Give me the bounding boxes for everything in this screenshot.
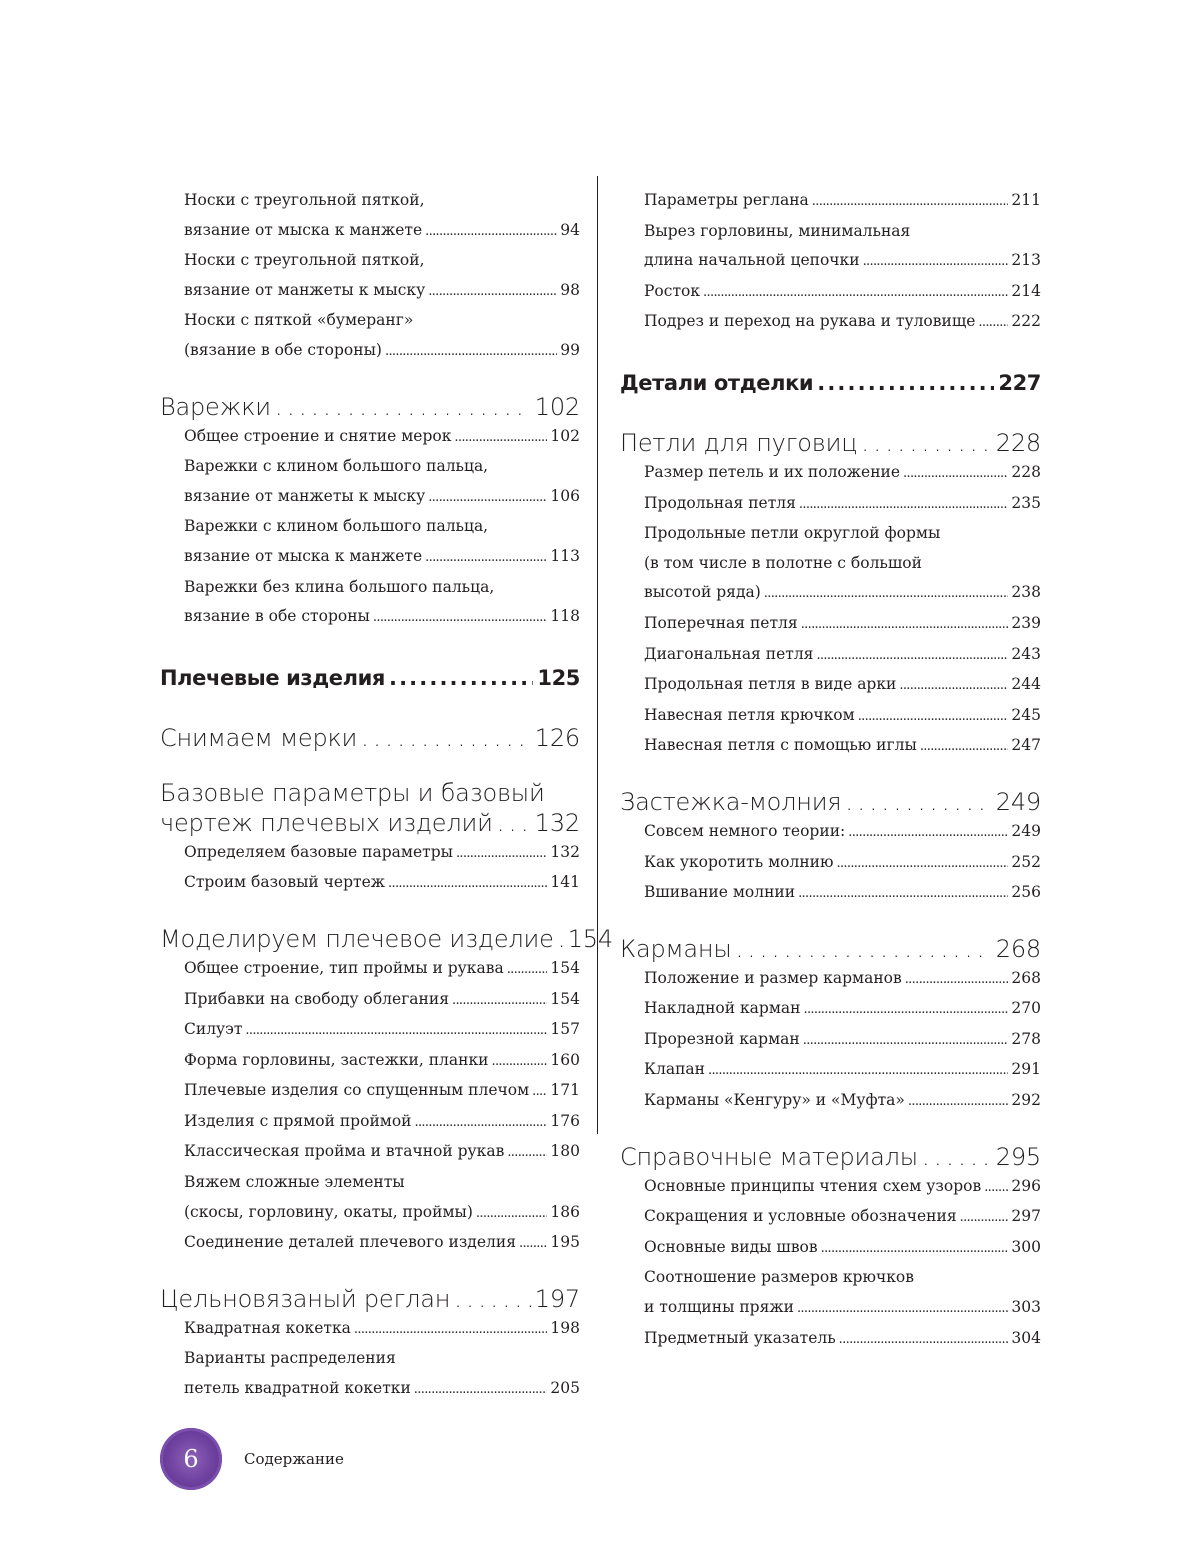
toc-entry-page: 268 (1011, 968, 1041, 987)
toc-entry-title: и толщины пряжи (644, 1298, 794, 1317)
toc-entry[interactable] (184, 1137, 580, 1168)
toc-entry[interactable] (644, 848, 1041, 879)
toc-entry-title: Продольная петля (644, 493, 796, 512)
leader-dots (507, 955, 548, 985)
leader-dots (708, 1056, 1008, 1086)
section-page: 132 (534, 808, 580, 837)
page-footer (160, 1428, 344, 1490)
toc-entry[interactable] (184, 422, 580, 453)
section-page: 154 (567, 924, 613, 953)
spacer (160, 367, 580, 392)
toc-entry-page: 160 (550, 1050, 580, 1069)
toc-entry-title: Поперечная петля (644, 613, 798, 632)
toc-entries (620, 1172, 1041, 1355)
toc-entry-page: 102 (550, 426, 580, 445)
toc-entry-page: 211 (1011, 191, 1041, 209)
page-number-badge (160, 1428, 222, 1490)
toc-entry-page: 98 (560, 280, 580, 299)
toc-entry-page: 252 (1011, 852, 1041, 871)
section-page: 197 (534, 1284, 580, 1313)
toc-entry[interactable] (644, 609, 1041, 640)
leader-dots (456, 839, 547, 869)
leader-dots (978, 308, 1008, 338)
spacer (620, 1117, 1041, 1142)
spacer (620, 909, 1041, 934)
toc-entry-title: вязание в обе стороны (184, 607, 370, 626)
toc-entry-title: вязание от мыска к манжете (184, 220, 423, 239)
toc-section (620, 428, 1041, 762)
toc-entry[interactable] (184, 602, 580, 633)
leader-dots (960, 1203, 1009, 1233)
toc-entry-page: 238 (1011, 583, 1041, 602)
section-title: Снимаем мерки (160, 723, 358, 752)
leader-dots (839, 1325, 1009, 1355)
spacer (160, 1259, 580, 1284)
toc-entry-title: Прорезной карман (644, 1029, 800, 1048)
leader-dots (803, 1026, 1009, 1056)
section-title: Моделируем плечевое изделие (160, 924, 554, 953)
leader-dots (361, 723, 531, 753)
leader-dots (908, 1087, 1009, 1117)
toc-entry-title: Навесная петля крючком (644, 705, 855, 724)
spacer (620, 398, 1041, 428)
toc-entry-title: (скосы, горловину, окаты, проймы) (184, 1202, 473, 1221)
toc-entry-title: Соединение деталей плечевого изделия (184, 1233, 516, 1252)
leader-dots (863, 247, 1009, 277)
leader-dots (558, 924, 564, 954)
toc-entry-text[interactable]: Вырез горловины, минимальная (644, 221, 911, 240)
toc-entry-page: 154 (550, 958, 580, 977)
toc-entry-title: вязание от манжеты к мыску (184, 486, 426, 505)
toc-column-left (160, 186, 613, 1405)
toc-entries (160, 422, 580, 633)
toc-entry[interactable] (644, 186, 1041, 217)
toc-entry-title: длина начальной цепочки (644, 251, 860, 270)
leader-dots (275, 392, 531, 422)
toc-entry-text[interactable]: Варежки с клином большого пальца, (184, 517, 489, 536)
leader-dots (425, 543, 547, 573)
leader-dots (861, 428, 991, 458)
toc-entry-title: Совсем немного теории: (644, 821, 846, 840)
leader-dots (389, 663, 533, 693)
spacer (160, 753, 580, 778)
leader-dots (812, 187, 1009, 217)
toc-entry[interactable] (644, 489, 1041, 520)
toc-entry-page: 291 (1011, 1060, 1041, 1079)
toc-entry[interactable] (644, 246, 1041, 277)
toc-entry-page: 304 (1011, 1328, 1041, 1347)
toc-entry-title: Общее строение и снятие мерок (184, 426, 452, 445)
leader-dots (905, 965, 1009, 995)
toc-section (620, 934, 1041, 1117)
toc-section (160, 1284, 580, 1405)
leader-dots (899, 671, 1008, 701)
toc-entry[interactable] (644, 817, 1041, 848)
spacer (160, 633, 580, 663)
leader-dots (803, 995, 1008, 1025)
leader-dots (821, 1234, 1009, 1264)
toc-entry[interactable] (644, 1202, 1041, 1233)
toc-entry-page: 300 (1011, 1237, 1041, 1256)
toc-entry[interactable] (184, 1314, 580, 1345)
leader-dots (836, 849, 1008, 879)
toc-entry-page: 176 (550, 1111, 580, 1130)
section-page: 268 (995, 934, 1041, 963)
section-heading[interactable] (160, 723, 580, 753)
leader-dots (799, 490, 1008, 520)
toc-entry-text[interactable]: Носки с пяткой «бумеранг» (184, 311, 414, 330)
toc-entry[interactable] (184, 1374, 580, 1405)
leader-dots (385, 337, 557, 367)
leader-dots (903, 459, 1008, 489)
toc-entry-title: Строим базовый чертеж (184, 873, 386, 892)
toc-entries (160, 954, 580, 1259)
toc-entry[interactable] (644, 670, 1041, 701)
toc-entry-page: 186 (550, 1202, 580, 1221)
leader-dots (454, 423, 547, 453)
section-page: 228 (995, 428, 1041, 457)
toc-entry[interactable] (184, 1107, 580, 1138)
toc-entry-text[interactable]: Вяжем сложные элементы (184, 1173, 405, 1192)
toc-entry-page: 171 (550, 1081, 580, 1100)
toc-entry[interactable] (184, 1046, 580, 1077)
toc-entry-page: 247 (1011, 736, 1041, 755)
toc-entry-page: 106 (550, 486, 580, 505)
section-heading[interactable] (160, 1284, 580, 1314)
toc-section (620, 787, 1041, 909)
section-title: чертеж плечевых изделий (160, 808, 493, 837)
section-title: Цельновязаный реглан (160, 1284, 451, 1313)
spacer (160, 693, 580, 723)
toc-entry-title: Силуэт (184, 1020, 243, 1039)
leader-dots (920, 732, 1009, 762)
toc-entry-page: 297 (1011, 1207, 1041, 1226)
toc-entry[interactable] (644, 964, 1041, 995)
toc-entry-page: 113 (550, 546, 580, 565)
toc-entry[interactable] (184, 838, 580, 869)
toc-entry[interactable] (644, 1025, 1041, 1056)
toc-entry-text[interactable]: Варианты распределения (184, 1349, 396, 1368)
section-page: 295 (995, 1142, 1041, 1171)
leader-dots (428, 277, 557, 307)
toc-entry-title: Росток (644, 281, 701, 300)
leader-dots (848, 818, 1008, 848)
section-title: Петли для пуговиц (620, 428, 858, 457)
toc-entries (160, 838, 580, 899)
leader-dots (817, 368, 994, 398)
toc-entry-title: Продольная петля в виде арки (644, 675, 897, 694)
leader-dots (816, 641, 1008, 671)
toc-entry-text[interactable]: Продольные петли округлой формы (644, 524, 941, 543)
toc-entry[interactable] (644, 307, 1041, 338)
leader-dots (354, 1315, 548, 1345)
toc-entry-page: 94 (560, 220, 580, 239)
toc-entry-title: Подрез и переход на рукава и туловище (644, 312, 976, 331)
toc-entry[interactable] (184, 954, 580, 985)
toc-entry-page: 157 (550, 1020, 580, 1039)
leader-dots (414, 1375, 548, 1405)
section-title: Застежка-молния (620, 787, 842, 816)
section-heading[interactable] (160, 392, 580, 422)
spacer (620, 338, 1041, 368)
toc-entry-title: Вшивание молнии (644, 883, 796, 902)
page-number: 6 (183, 1445, 199, 1473)
leader-dots (984, 1173, 1008, 1203)
toc-entry[interactable] (644, 1055, 1041, 1086)
spacer (160, 899, 580, 924)
toc-entry[interactable] (644, 1293, 1041, 1324)
toc-entry-title: Изделия с прямой проймой (184, 1111, 412, 1130)
toc-entry-title: Основные принципы чтения схем узоров (644, 1176, 982, 1195)
toc-entry[interactable] (184, 1198, 580, 1229)
leader-dots (452, 986, 547, 1016)
toc-entry[interactable] (184, 542, 580, 573)
toc-entry-text[interactable]: Соотношение размеров крючков (644, 1268, 914, 1287)
leader-dots (454, 1284, 531, 1314)
section-page: 102 (534, 392, 580, 421)
leader-dots (798, 879, 1008, 909)
toc-entry-title: высотой ряда) (644, 583, 761, 602)
toc-entry-page: 278 (1011, 1029, 1041, 1048)
leader-dots (922, 1142, 992, 1172)
leader-dots (797, 1294, 1008, 1324)
toc-entry-page: 243 (1011, 644, 1041, 663)
toc-entry-text[interactable]: Носки с треугольной пяткой, (184, 251, 425, 270)
toc-entry[interactable] (184, 336, 580, 367)
toc-entry-text[interactable]: Варежки с клином большого пальца, (184, 457, 489, 476)
leader-dots (476, 1199, 547, 1229)
footer-label: Содержание (244, 1450, 344, 1468)
leader-dots (532, 1077, 547, 1107)
toc-entry-page: 205 (550, 1379, 580, 1398)
toc-entry-title: Положение и размер карманов (644, 968, 902, 987)
leader-dots (764, 579, 1009, 609)
toc-entry-page: 256 (1011, 883, 1041, 902)
leader-dots (388, 869, 547, 899)
toc-section (160, 778, 580, 899)
toc-section (620, 1142, 1041, 1355)
section-title-line[interactable]: Базовые параметры и базовый (160, 778, 545, 807)
toc-entry-page: 249 (1011, 821, 1041, 840)
section-title: Справочные материалы (620, 1142, 918, 1171)
toc-entry-title: Параметры реглана (644, 191, 809, 209)
part-page: 227 (998, 370, 1041, 395)
toc-entry-title: Клапан (644, 1060, 705, 1079)
toc-entry[interactable] (184, 276, 580, 307)
leader-dots (415, 1108, 548, 1138)
toc-entry-title: Прибавки на свободу облегания (184, 989, 449, 1008)
leader-dots (736, 934, 992, 964)
part-heading[interactable] (620, 368, 1041, 398)
toc-entry-page: 99 (560, 340, 580, 359)
toc-entry-page: 228 (1011, 462, 1041, 481)
column-divider (597, 176, 598, 1134)
toc-entry-title: Накладной карман (644, 999, 801, 1018)
section-heading[interactable] (620, 787, 1041, 817)
toc-entry-page: 132 (550, 842, 580, 861)
toc-entry[interactable] (644, 640, 1041, 671)
toc-entry-title: Навесная петля с помощью иглы (644, 736, 917, 755)
toc-entry-title: Плечевые изделия со спущенным плечом (184, 1081, 530, 1100)
toc-entry[interactable] (644, 1233, 1041, 1264)
toc-entry-title: петель квадратной кокетки (184, 1379, 411, 1398)
toc-entry-text[interactable]: Варежки без клина большого пальца, (184, 577, 495, 596)
toc-entry-title: Общее строение, тип проймы и рукава (184, 958, 504, 977)
section-page: 126 (534, 723, 580, 752)
toc-entry-page: 296 (1011, 1176, 1041, 1195)
toc-entry-page: 214 (1011, 281, 1041, 300)
toc-column-right (620, 186, 1041, 1354)
toc-entry[interactable] (644, 701, 1041, 732)
leader-dots (703, 278, 1008, 308)
leader-dots (858, 702, 1009, 732)
toc-entry[interactable] (184, 868, 580, 899)
toc-entry-title: вязание от манжеты к мыску (184, 280, 426, 299)
section-title: Варежки (160, 392, 271, 421)
toc-entry-page: 235 (1011, 493, 1041, 512)
toc-entry-title: Сокращения и условные обозначения (644, 1207, 957, 1226)
leader-dots (428, 483, 547, 513)
toc-entry[interactable] (644, 731, 1041, 762)
toc-entry-page: 118 (550, 607, 580, 626)
leader-dots (492, 1047, 548, 1077)
leader-dots (245, 1016, 547, 1046)
toc-entry-page: 245 (1011, 705, 1041, 724)
part-title: Плечевые изделия (160, 665, 385, 690)
toc-entries (620, 817, 1041, 909)
toc-entry[interactable] (644, 878, 1041, 909)
toc-entry-title: Карманы «Кенгуру» и «Муфта» (644, 1091, 905, 1110)
toc-entry-title: Диагональная петля (644, 644, 814, 663)
toc-entry-text[interactable]: (в том числе в полотне с большой (644, 553, 922, 572)
toc-entry[interactable] (644, 994, 1041, 1025)
toc-entry[interactable] (644, 277, 1041, 308)
toc-entry-page: 180 (550, 1142, 580, 1161)
part-page: 125 (537, 665, 580, 690)
leader-dots (497, 808, 531, 838)
leader-dots (507, 1138, 547, 1168)
spacer (620, 762, 1041, 787)
toc-entries (620, 458, 1041, 762)
toc-section (160, 924, 613, 1259)
part-title: Детали отделки (620, 370, 814, 395)
toc-entry-page: 292 (1011, 1091, 1041, 1110)
toc-entry-page: 195 (550, 1233, 580, 1252)
section-title: Карманы (620, 934, 732, 963)
toc-entries (160, 1314, 580, 1405)
toc-entry[interactable] (644, 458, 1041, 489)
toc-entries (620, 186, 1041, 338)
toc-entry-page: 222 (1011, 312, 1041, 331)
toc-entries (160, 186, 580, 367)
part-heading[interactable] (160, 663, 580, 693)
toc-entry[interactable] (184, 1076, 580, 1107)
section-heading[interactable] (620, 934, 1041, 964)
toc-entry[interactable] (184, 482, 580, 513)
section-heading[interactable] (160, 808, 580, 838)
leader-dots (425, 217, 557, 247)
toc-entry-title: Классическая пройма и втачной рукав (184, 1142, 505, 1161)
toc-entry[interactable] (184, 1015, 580, 1046)
toc-entry-title: Как укоротить молнию (644, 852, 834, 871)
toc-entry-title: Форма горловины, застежки, планки (184, 1050, 489, 1069)
toc-entry-text[interactable]: Носки с треугольной пяткой, (184, 191, 425, 209)
toc-entry-page: 244 (1011, 675, 1041, 694)
toc-entry-title: Квадратная кокетка (184, 1318, 351, 1337)
leader-dots (801, 610, 1009, 640)
toc-entry[interactable] (644, 1324, 1041, 1355)
leader-dots (845, 787, 991, 817)
toc-entry-page: 154 (550, 989, 580, 1008)
section-heading[interactable] (620, 1142, 1041, 1172)
leader-dots (519, 1229, 547, 1259)
section-heading[interactable] (620, 428, 1041, 458)
toc-entry-title: (вязание в обе стороны) (184, 340, 382, 359)
section-heading[interactable] (160, 924, 613, 954)
leader-dots (373, 603, 548, 633)
toc-entry-page: 303 (1011, 1298, 1041, 1317)
toc-entry-title: Определяем базовые параметры (184, 842, 453, 861)
toc-entry[interactable] (184, 216, 580, 247)
toc-entry-page: 141 (550, 873, 580, 892)
toc-entry[interactable] (644, 578, 1041, 609)
toc-entry-page: 239 (1011, 613, 1041, 632)
toc-entries (620, 964, 1041, 1117)
toc-entry-page: 270 (1011, 999, 1041, 1018)
toc-entry[interactable] (184, 1228, 580, 1259)
toc-entry-title: Размер петель и их положение (644, 462, 901, 481)
toc-entry-title: Основные виды швов (644, 1237, 818, 1256)
toc-section (160, 723, 580, 753)
section-page: 249 (995, 787, 1041, 816)
toc-entry-title: вязание от мыска к манжете (184, 546, 423, 565)
toc-section (160, 392, 580, 633)
toc-entry-title: Предметный указатель (644, 1328, 836, 1347)
toc-entry[interactable] (644, 1172, 1041, 1203)
toc-entry[interactable] (644, 1086, 1041, 1117)
toc-entry-page: 198 (550, 1318, 580, 1337)
toc-entry-page: 213 (1011, 251, 1041, 270)
toc-entry[interactable] (184, 985, 580, 1016)
